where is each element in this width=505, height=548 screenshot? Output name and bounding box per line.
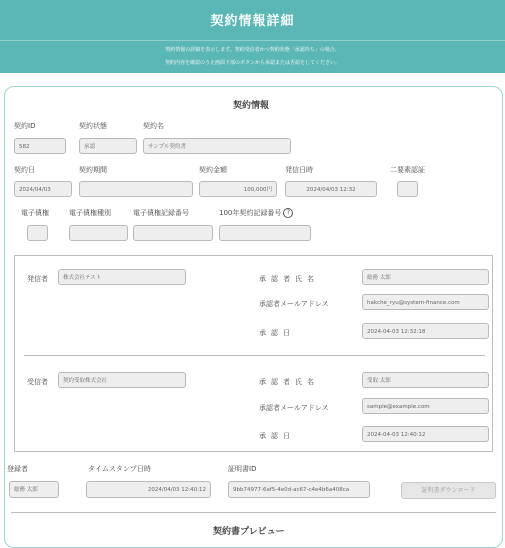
header-description-line1: 契約情報の詳細を表示します。契約受信者かつ契約状態「承認待ち」の場合、 [165, 47, 340, 53]
contract-id-label: 契約ID [14, 122, 36, 130]
preview-divider [11, 512, 496, 513]
contract-date-label: 契約日 [14, 166, 35, 174]
centennial-record-label: 100年契約記録番号 [219, 209, 282, 217]
sender-company-field: 株式会社テスト [58, 269, 186, 285]
sender-label: 発信者 [27, 275, 48, 283]
e-transfer-record-label: 電子債権記録番号 [133, 209, 189, 217]
e-transfer-type-field [69, 225, 128, 241]
e-transfer-field [27, 225, 48, 241]
sender-approver-name-label: 承認者氏名 [259, 275, 319, 283]
contract-amount-field: 100,000円 [199, 181, 277, 197]
receiver-approval-date-label: 承認日 [259, 432, 295, 440]
two-factor-label: 二要素認証 [390, 166, 425, 174]
contract-date-field: 2024/04/03 [14, 181, 72, 197]
parties-panel [14, 255, 493, 452]
contract-name-field: サンプル契約書 [143, 138, 291, 154]
receiver-approval-date-field: 2024-04-03 12:40:12 [362, 426, 489, 442]
certificate-id-field: 9bb74977-6af5-4e0d-ac67-c4e4b6a408ca [228, 481, 370, 498]
centennial-record-field [219, 225, 311, 241]
parties-divider [24, 355, 485, 356]
receiver-approver-email-field: sample@example.com [362, 398, 489, 414]
receiver-approver-email-label: 承認者メールアドレス [259, 404, 329, 412]
certificate-id-label: 証明書ID [228, 465, 257, 473]
page-title: 契約情報詳細 [210, 14, 295, 29]
e-transfer-record-field [133, 225, 213, 241]
page-header [0, 0, 505, 73]
contract-section-title: 契約情報 [233, 101, 270, 111]
sender-approver-name-field: 総務 太郎 [362, 269, 489, 285]
contract-status-field: 承認 [79, 138, 137, 154]
sent-datetime-label: 発信日時 [285, 166, 313, 174]
contract-amount-label: 契約金額 [199, 166, 227, 174]
e-transfer-label: 電子債権 [21, 209, 49, 217]
timestamp-field: 2024/04/03 12:40:12 [86, 481, 211, 498]
contract-card [4, 86, 503, 548]
help-icon[interactable]: ? [283, 208, 293, 218]
sender-approver-email-field: hakche_ryu@system-finance.com [362, 294, 489, 310]
receiver-company-field: 契約受取株式会社 [58, 372, 186, 388]
timestamp-label: タイムスタンプ日時 [88, 465, 151, 473]
registrant-label: 登録者 [7, 465, 28, 473]
two-factor-field [397, 181, 418, 197]
contract-status-label: 契約状態 [79, 122, 107, 130]
contract-id-field: 582 [14, 138, 66, 154]
sender-approval-date-label: 承認日 [259, 329, 295, 337]
sent-datetime-field: 2024/04/03 12:32 [285, 181, 377, 197]
preview-section-title: 契約書プレビュー [213, 527, 285, 537]
sender-approver-email-label: 承認者メールアドレス [259, 300, 329, 308]
contract-name-label: 契約名 [143, 122, 164, 130]
contract-period-field [79, 181, 193, 197]
header-divider [0, 40, 505, 41]
receiver-approver-name-field: 受取 太郎 [362, 372, 489, 388]
registrant-field: 総務 太郎 [9, 481, 59, 498]
receiver-label: 受信者 [27, 378, 48, 386]
sender-approval-date-field: 2024-04-03 12:32:18 [362, 323, 489, 339]
header-description-line2: 契約内容を確認のうえ画面下部のボタンから承認または否認をしてください。 [164, 60, 340, 66]
certificate-download-button[interactable]: 証明書ダウンロード [401, 482, 496, 499]
receiver-approver-name-label: 承認者氏名 [259, 378, 319, 386]
e-transfer-type-label: 電子債権種別 [69, 209, 111, 217]
contract-period-label: 契約期間 [79, 166, 107, 174]
